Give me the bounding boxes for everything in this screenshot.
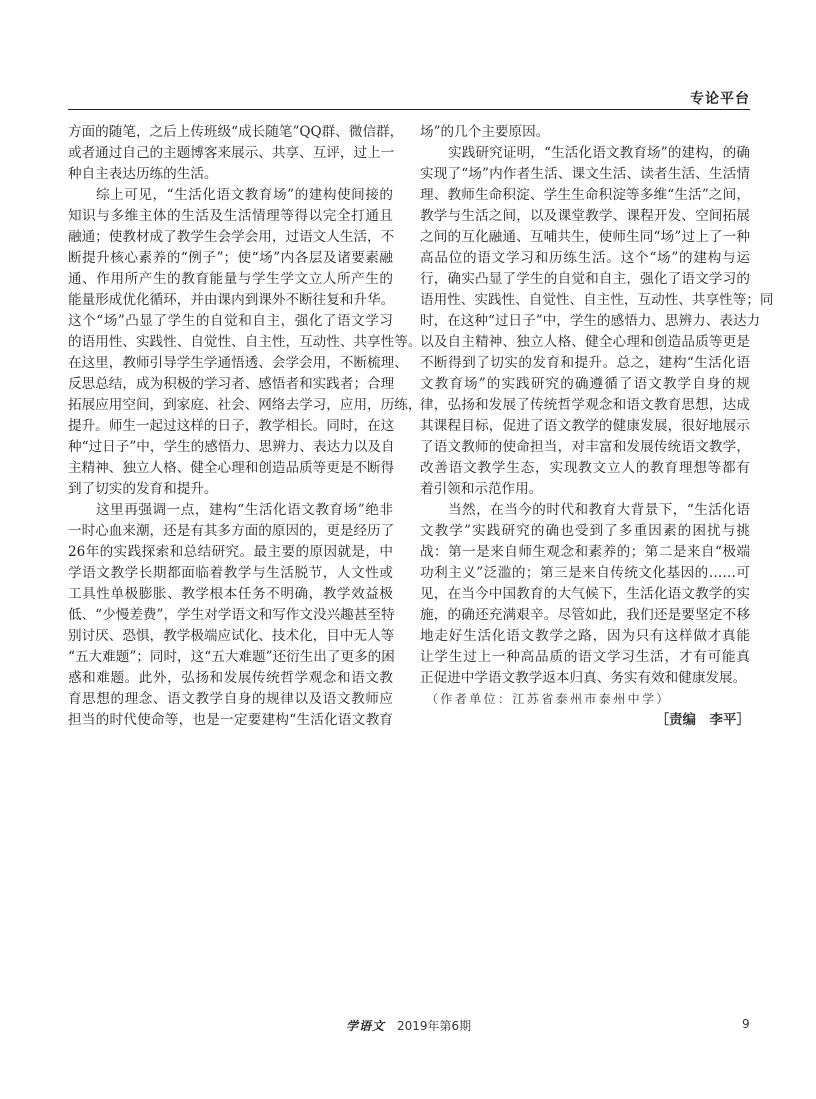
- text-line: 通、作用所产生的教育能量与学生学文立人所产生的: [68, 271, 393, 287]
- text-line: 不断得到了切实的发育和提升。总之，建构“生活化语: [420, 355, 750, 371]
- text-line: 着引领和示范作用。: [420, 481, 543, 497]
- text-line: 场”的几个主要原因。: [420, 124, 550, 140]
- text-line: 战：第一是来自师生观念和素养的；第二是来自“极端: [420, 544, 750, 560]
- text-line: 时，在这种“过日子”中，学生的感悟力、思辨力、表达力: [420, 313, 761, 329]
- text-line: 育思想的理念、语文教学自身的规律以及语文教师应: [68, 691, 393, 707]
- text-line: 反思总结，成为积极的学习者、感悟者和实践者；合理: [68, 376, 395, 392]
- text-line: 高品位的语文学习和历练生活。这个“场”的建构与运: [420, 250, 750, 266]
- page-number: 9: [742, 1017, 750, 1031]
- text-line: 一时心血来潮，还是有其多方面的原因的，更是经历了: [68, 523, 395, 539]
- text-line: 地走好生活化语文教学之路，因为只有这样做才真能: [420, 628, 750, 644]
- text-line: 担当的时代使命等，也是一定要建构“生活化语文教育: [68, 712, 393, 728]
- right-column: [420, 122, 774, 731]
- paragraph: [68, 185, 422, 500]
- text-line: 实践研究证明，“生活化语文教育场”的建构，的确: [448, 145, 750, 161]
- text-line: 了语文教师的使命担当，对丰富和发展传统语文教学，: [420, 439, 750, 455]
- text-line: 种“过日子”中，学生的感悟力、思辨力、表达力以及自: [68, 439, 395, 455]
- text-line: 改善语文教学生态，实现教文立人的教育理想等都有: [420, 460, 750, 476]
- paragraph: [68, 500, 393, 731]
- text-line: 律，弘扬和发展了传统哲学观念和语文教育思想，达成: [420, 397, 750, 413]
- text-line: 工具性单极膨胀、教学根本任务不明确，教学效益极: [68, 586, 393, 602]
- text-line: 知识与多维主体的生活及生活情理等得以完全打通且: [68, 208, 393, 224]
- text-line: 断提升核心素养的“例子”；使“场”内各层及诸要素融: [68, 250, 393, 266]
- text-line: 功利主义”泛滥的；第三是来自传统文化基因的……可: [420, 565, 750, 581]
- text-line: 的语用性、实践性、自觉性、自主性，互动性、共享性等。: [68, 334, 422, 350]
- text-line: 正促进中学语文教学返本归真、务实有效和健康发展。: [420, 670, 747, 686]
- text-line: 语用性、实践性、自觉性、自主性，互动性、共享性等；同: [420, 292, 774, 308]
- text-line: 让学生过上一种高品质的语文学习生活，才有可能真: [420, 649, 750, 665]
- text-line: 能量形成优化循环，并由课内到课外不断往复和升华。: [68, 292, 395, 308]
- text-line: 学语文教学长期都面临着教学与生活脱节，人文性或: [68, 565, 393, 581]
- header-rule: [68, 109, 750, 110]
- text-line: 当然，在当今的时代和教育大背景下，“生活化语: [448, 502, 750, 518]
- text-line: 行，确实凸显了学生的自觉和自主，强化了语文学习的: [420, 271, 750, 287]
- text-line: 惑和难题。此外，弘扬和发展传统哲学观念和语文教: [68, 670, 393, 686]
- editor-credit: ［责编 李平］: [655, 712, 750, 728]
- text-line: 施，的确还充满艰辛。尽管如此，我们还是要坚定不移: [420, 607, 750, 623]
- text-line: “五大难题”；同时，这“五大难题”还衍生出了更多的困: [68, 649, 395, 665]
- paragraph: [420, 500, 750, 689]
- text-line: 教学与生活之间，以及课堂教学、课程开发、空间拓展: [420, 208, 750, 224]
- text-line: 拓展应用空间，到家庭、社会、网络去学习，应用，历练，: [68, 397, 422, 413]
- text-line: 种自主表达历练的生活。: [68, 166, 218, 182]
- text-line: 综上可见，“生活化语文教育场”的建构使间接的: [96, 187, 393, 203]
- text-line: 方面的随笔，之后上传班级“成长随笔”QQ群、微信群，: [68, 124, 404, 140]
- text-line: 26年的实践探索和总结研究。最主要的原因就是，中: [68, 544, 393, 560]
- paragraph: [420, 122, 750, 143]
- text-line: 这个“场”凸显了学生的自觉和自主，强化了语文学习: [68, 313, 393, 329]
- text-line: 这里再强调一点，建构“生活化语文教育场”绝非: [96, 502, 393, 518]
- text-line: 在这里，教师引导学生学通悟透、会学会用，不断梳理、: [68, 355, 408, 371]
- text-line: 以及自主精神、独立人格、健全心理和创造品质等更是: [420, 334, 750, 350]
- text-line: 实现了“场”内作者生活、课文生活、读者生活、生活情: [420, 166, 750, 182]
- text-line: 或者通过自己的主题博客来展示、共享、互评，过上一: [68, 145, 395, 161]
- author-affiliation: （作者单位：江苏省泰州市泰州中学）: [426, 692, 671, 706]
- text-line: 主精神、独立人格、健全心理和创造品质等更是不断得: [68, 460, 395, 476]
- footer-issue: 2019年第6期: [397, 1019, 472, 1033]
- text-line: 到了切实的发育和提升。: [68, 481, 218, 497]
- text-line: 其课程目标，促进了语文教学的健康发展，很好地展示: [420, 418, 750, 434]
- text-line: 低、“少慢差费”，学生对学语文和写作文没兴趣甚至特: [68, 607, 395, 623]
- text-line: 提升。师生一起过这样的日子，教学相长。同时，在这: [68, 418, 395, 434]
- text-line: 见，在当今中国教育的大气候下，生活化语文教学的实: [420, 586, 750, 602]
- text-line: 融通；使教材成了教学生会学会用，过语文人生活，不: [68, 229, 395, 245]
- section-title: 专论平台: [690, 91, 750, 107]
- text-line: 别讨厌、恐惧，教学极端应试化、技术化，目中无人等: [68, 628, 395, 644]
- paragraph: [68, 122, 404, 185]
- text-line: 之间的互化融通、互哺共生，使师生同“场”过上了一种: [420, 229, 750, 245]
- text-line: 文教育场”的实践研究的确遵循了语文教学自身的规: [420, 376, 750, 392]
- text-line: 理、教师生命积淀、学生生命积淀等多维“生活”之间，: [420, 187, 750, 203]
- left-column: [68, 122, 422, 731]
- paragraph: [420, 143, 774, 500]
- text-line: 文教学”实践研究的确也受到了多重因素的困扰与挑: [420, 523, 750, 539]
- footer-journal-name: 学语文: [346, 1019, 386, 1033]
